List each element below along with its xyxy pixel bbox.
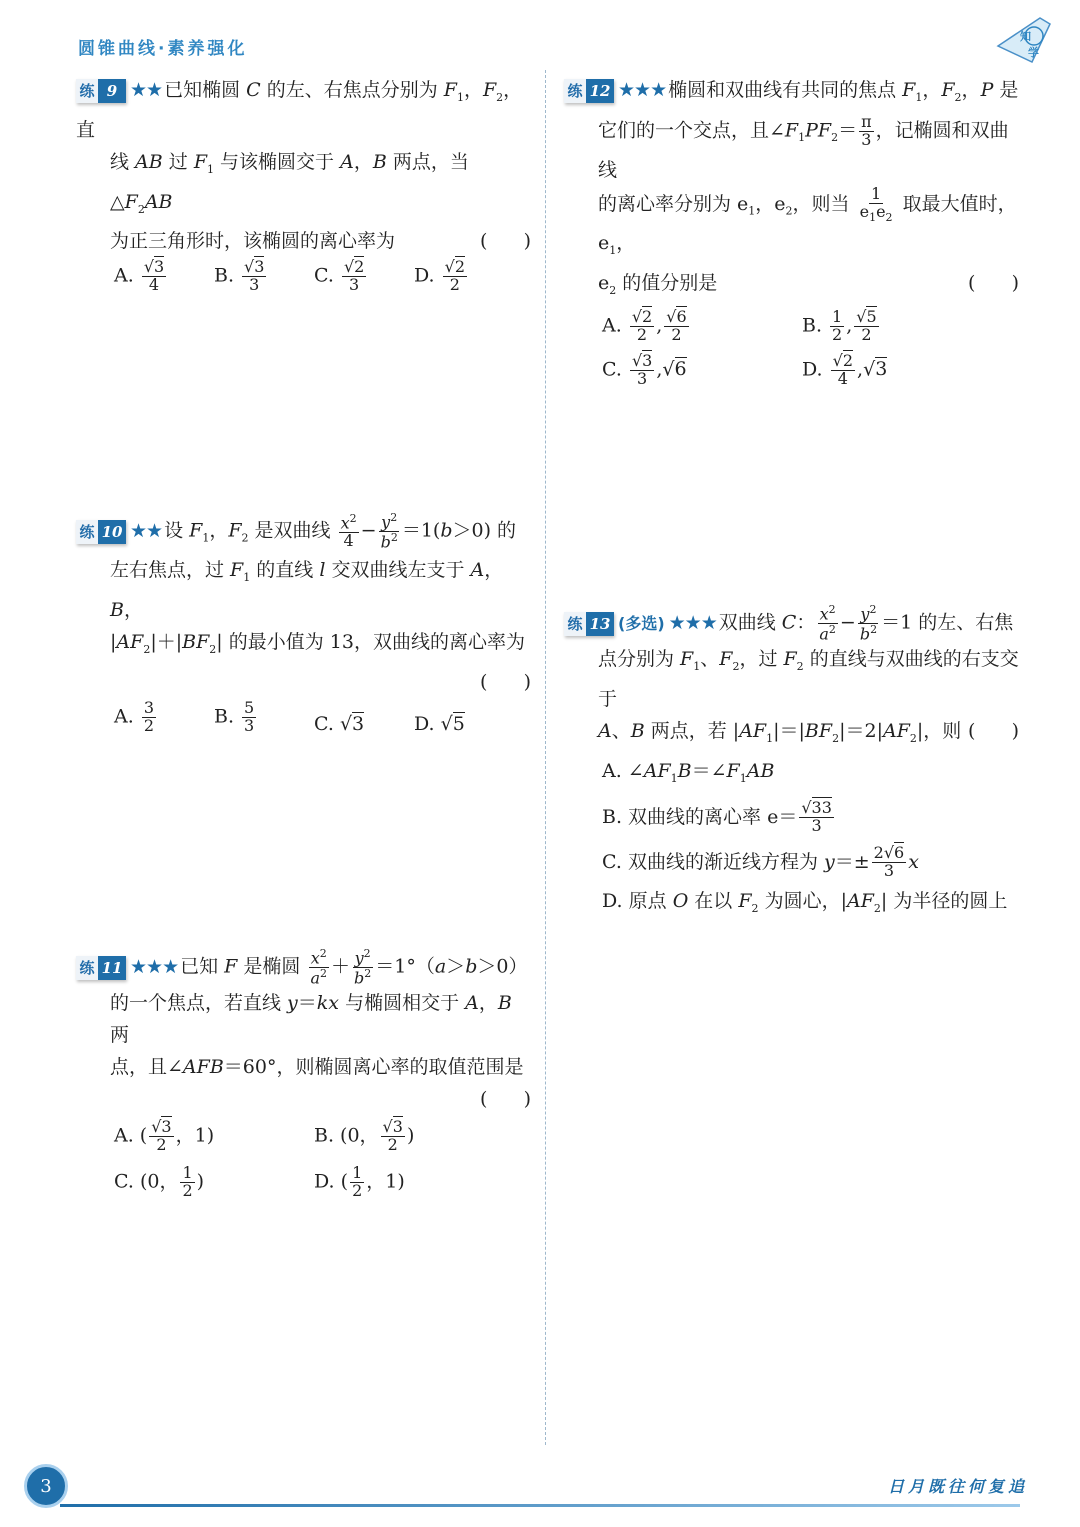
options	[564, 307, 1019, 403]
svg-text:学: 学	[1028, 46, 1039, 59]
options	[76, 698, 531, 750]
answer-bracket: ( )	[479, 230, 531, 253]
option-a: A. $\frac{√3}{4}$	[114, 257, 165, 295]
problem-tag: 练 13	[564, 612, 614, 636]
options	[76, 1115, 531, 1211]
problem-13-stem: 练 13 (多选) ★★★ 双曲线 C： $\frac{x^2}{a^2}$ − $\frac{y^2}{b^2}$ ＝1 的左、右焦	[564, 604, 1019, 643]
problem-11: 练 11 ★★★ 已知 F 是椭圆 $\frac{x^2}{a^2}$ ＋ $\frac{y^2}{b^2}$ ＝1°（a＞b＞0） 的一个焦点，若直线 y＝kx 与椭圆相交于 A，B 两 点，且∠AFB＝60°，则椭圆离心率的取值范围是 ( ) A. ( $\frac{√3}{2}$ ，1) B. (0， $\frac{√3}{2}$ ) C. (0， $\frac{1}{2}$ ) D. ( $\frac{1}{2}$ ，1)	[76, 948, 531, 1211]
difficulty-stars: ★★	[130, 519, 163, 542]
brand-logo	[992, 10, 1062, 70]
option-b: B. 双曲线的离心率 e＝ $\frac{√33}{3}$	[602, 798, 832, 836]
problem-tag: 练 10	[76, 520, 126, 544]
option-a: A. $\frac{3}{2}$	[114, 698, 154, 735]
option-a: A. $\angle AF_1B=\angle F_1AB$	[602, 759, 775, 785]
footer-line	[60, 1504, 1020, 1507]
problem-9: 练 9 ★★ 已知椭圆 C 的左、右焦点分别为 $F_1$，$F_2$，直 线 AB 过 $F_1$ 与该椭圆交于 A，B 两点，当$\triangle F_2AB$ 为正三角形时，该椭圆的离心率为 ( ) A. $\frac{√3}{4}$ B. $\frac{√3}{3}$ C. $\frac{√2}{3}$ D. $\frac{√2}{2}$	[76, 74, 531, 309]
options	[76, 257, 531, 309]
option-a: A. ( $\frac{√3}{2}$ ，1)	[114, 1117, 215, 1155]
option-b: B. $\frac{√3}{3}$	[214, 257, 265, 295]
option-b: B. (0， $\frac{√3}{2}$ )	[314, 1117, 415, 1155]
multi-choice-label: (多选)	[618, 613, 665, 633]
difficulty-stars: ★★	[130, 79, 163, 101]
footer-slogan: 日月既往何复追	[888, 1477, 1029, 1496]
section-header: 圆锥曲线·素养强化	[78, 39, 248, 59]
problem-tag: 练 11	[76, 956, 126, 980]
answer-bracket: ( )	[967, 272, 1019, 295]
option-c: C. √3	[314, 713, 365, 736]
option-c: C. $\frac{√3}{3}$ ,√6	[602, 351, 687, 388]
option-d: D. 原点 O 在以 $F_2$ 为圆心，$|AF_2|$ 为半径的圆上	[602, 889, 1008, 915]
option-c: C. (0， $\frac{1}{2}$ )	[114, 1163, 205, 1201]
problem-10: 练 10 ★★ 设 $F_1$，$F_2$ 是双曲线 $\frac{x^2}{4}$ − $\frac{y^2}{b^2}$ ＝1(b＞0) 的 左右焦点，过 $F_1$ 的直线 l 交双曲线左支于 A，B， $|AF_2|+|BF_2|$ 的最小值为 13，双曲线的离心率为 ( ) A. $\frac{3}{2}$ B. $\frac{5}{3}$ C. √3 D. √5	[76, 512, 531, 750]
problem-12-stem: 练 12 ★★★ 椭圆和双曲线有共同的焦点 $F_1$，$F_2$，P 是	[564, 74, 1019, 114]
option-d: D. $\frac{√2}{2}$	[414, 257, 466, 295]
answer-bracket: ( )	[479, 671, 531, 694]
option-c: C. 双曲线的渐近线方程为 y＝± $\frac{2√6}{3}$ x	[602, 843, 919, 881]
problem-10-stem: 练 10 ★★ 设 $F_1$，$F_2$ 是双曲线 $\frac{x^2}{4}$ − $\frac{y^2}{b^2}$ ＝1(b＞0) 的	[76, 512, 531, 554]
answer-bracket: ( )	[967, 720, 1019, 743]
difficulty-stars: ★★★	[618, 79, 667, 101]
problem-13: 练 13 (多选) ★★★ 双曲线 C： $\frac{x^2}{a^2}$ − $\frac{y^2}{b^2}$ ＝1 的左、右焦 点分别为 $F_1$、$F_2$，过 $F_2$ 的直线与双曲线的右支交于 A、B 两点，若 $|AF_1|=|BF_2|=2|AF_2|$，则 ( ) A. $\angle AF_1B=\angle F_1AB$ B. 双曲线的离心率 e＝ $\frac{√33}{3}$ C. 双曲线的渐近线方程为 y＝± $\frac{2√6}{3}$ x D. 原点 O 在以 $F_2$ 为圆心，$|AF_2|$ 为半径的圆上	[564, 604, 1019, 924]
problem-tag: 练 12	[564, 79, 614, 103]
difficulty-stars: ★★★	[130, 955, 179, 978]
difficulty-stars: ★★★	[668, 611, 717, 634]
option-d: D. √5	[414, 713, 465, 736]
problem-tag: 练 9	[76, 79, 126, 103]
option-b: B. $\frac{5}{3}$	[214, 698, 255, 735]
svg-text:知: 知	[1020, 30, 1031, 43]
problem-9-stem: 练 9 ★★ 已知椭圆 C 的左、右焦点分别为 $F_1$，$F_2$，直	[76, 79, 523, 141]
problem-11-stem: 练 11 ★★★ 已知 F 是椭圆 $\frac{x^2}{a^2}$ ＋ $\frac{y^2}{b^2}$ ＝1°（a＞b＞0）	[76, 948, 531, 987]
problem-12: 练 12 ★★★ 椭圆和双曲线有共同的焦点 $F_1$，$F_2$，P 是 它们的一个交点，且$\angle F_1PF_2=$ $\frac{\pi}{3}$ ，记椭圆和双曲线 的离心率分别为 $e_1$，$e_2$，则当 $\frac{1}{e_1e_2}$ 取最大值时，$e_1$， $e_2$ 的值分别是 ( ) A. $\frac{√2}{2}$ , $\frac{√6}{2}$ B. $\frac{1}{2}$ , $\frac{√5}{2}$ C. $\frac{√3}{3}$ ,√6 D. $\frac{√2}{4}$ ,√3	[564, 74, 1019, 403]
option-c: C. $\frac{√2}{3}$	[314, 257, 365, 295]
option-a: A. $\frac{√2}{2}$ , $\frac{√6}{2}$	[602, 307, 687, 344]
column-divider	[545, 70, 546, 1445]
option-d: D. $\frac{√2}{4}$ ,√3	[802, 351, 888, 388]
option-d: D. ( $\frac{1}{2}$ ，1)	[314, 1163, 405, 1201]
answer-bracket: ( )	[479, 1088, 531, 1111]
page-number: 3	[24, 1464, 68, 1508]
option-b: B. $\frac{1}{2}$ , $\frac{√5}{2}$	[802, 307, 877, 344]
